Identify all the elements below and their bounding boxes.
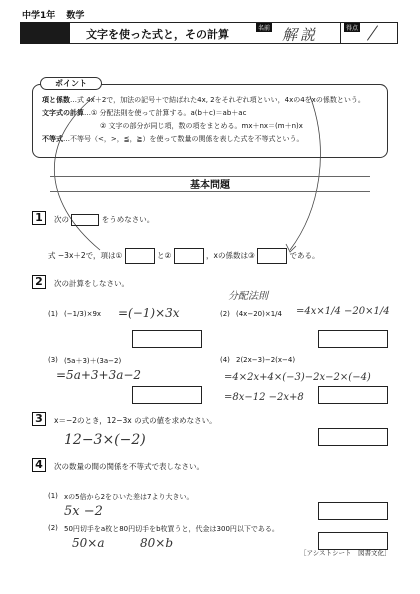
answer-box-2-3[interactable] <box>132 386 202 404</box>
q2-p3-handwritten: =5a+3+3a−2 <box>56 368 142 382</box>
answer-box-3[interactable] <box>318 428 388 446</box>
point-line-1-text: …式 4x＋2で，加法の記号＋で結ばれた4x, 2をそれぞれ項といい，4xの4をxの係数という。 <box>70 96 365 104</box>
q2-p1-handwritten: =(−1)×3x <box>118 306 180 320</box>
question-1-instruction <box>54 214 154 226</box>
q2-p4-handwritten-1: =4×2x+4×(−3)−2x−2×(−4) <box>224 372 371 383</box>
q2-p3-label: (3) <box>48 356 58 364</box>
q4-p2-handwritten-a: 50×a <box>72 536 105 550</box>
q4-p2-handwritten-b: 80×b <box>140 536 174 550</box>
point-line-3: ② 文字の部分が同じ項，数の項をまとめる。mx＋nx＝(m＋n)x <box>100 122 303 130</box>
name-handwritten: 解説 <box>282 26 319 44</box>
q1-body-a: 式 −3x＋2で，項は① <box>48 251 123 260</box>
q2-p2-label: (2) <box>220 310 230 318</box>
name-label: 名前 <box>258 25 271 32</box>
q1-instruction-before: 次の <box>54 215 69 224</box>
q2-p2-expr: (4x−20)×1/4 <box>236 310 282 318</box>
answer-box-2-4[interactable] <box>318 386 388 404</box>
question-1-number: 1 <box>32 211 46 225</box>
question-2-number: 2 <box>32 275 46 289</box>
answer-box-2-1[interactable] <box>132 330 202 348</box>
subject: 数学 <box>66 11 85 21</box>
point-tab: ポイント <box>40 77 102 90</box>
question-1-body <box>48 248 319 264</box>
point-line-2-text: …① 分配法則を使って計算する。a(b＋c)＝ab＋ac <box>84 109 247 117</box>
q2-p1-expr: (−1/3)×9x <box>64 310 102 318</box>
q2-p4-handwritten-2: =8x−12 −2x+8 <box>224 392 304 403</box>
grade: 中学1年 <box>22 11 56 21</box>
q3-handwritten: 12−3×(−2) <box>64 432 146 448</box>
answer-box-2-2[interactable] <box>318 330 388 348</box>
q1-body-b: と② <box>157 251 172 260</box>
q4-p1-label: (1) <box>48 492 58 500</box>
question-3-number: 3 <box>32 412 46 426</box>
question-3-instruction: x＝−2のとき，12−3x の式の値を求めなさい。 <box>54 416 217 425</box>
q2-p4-expr: 2(2x−3)−2(x−4) <box>236 356 296 364</box>
footer-credit: ［アシストシート 図書文化］ <box>300 549 391 557</box>
blank-example-box <box>71 214 99 226</box>
score-label: 得点 <box>346 25 359 32</box>
q4-p1-text: xの5倍から2をひいた差は7より大きい。 <box>64 493 194 501</box>
q4-p1-handwritten: 5x −2 <box>64 504 103 519</box>
question-2-instruction: 次の計算をしなさい。 <box>54 279 129 288</box>
q4-p2-text: 50円切手をa枚と80円切手をb枚買うと，代金は300円以下である。 <box>64 525 279 533</box>
q2-p2-handwritten: =4x×1/4 −20×1/4 <box>296 306 390 317</box>
point-line-4-text: …不等号（<，>，≦，≧）を使って数量の関係を表した式を不等式という。 <box>63 135 304 143</box>
answer-box-1-1[interactable] <box>125 248 155 264</box>
point-line-1-label: 項と係数 <box>42 96 70 104</box>
q2-p4-label: (4) <box>220 356 230 364</box>
answer-box-1-2[interactable] <box>174 248 204 264</box>
q2-p2-note: 分配法則 <box>228 291 268 302</box>
answer-box-4-1[interactable] <box>318 502 388 520</box>
question-4-instruction: 次の数量の間の関係を不等式で表しなさい。 <box>54 462 204 471</box>
point-line-4-label: 不等式 <box>42 135 63 143</box>
q1-instruction-after: をうめなさい。 <box>101 215 155 224</box>
question-4-number: 4 <box>32 458 46 472</box>
q2-p3-expr: (5a＋3)＋(3a−2) <box>64 357 122 365</box>
q2-p1-label: (1) <box>48 310 58 318</box>
point-line-2-label: 文字式の計算 <box>42 109 84 117</box>
q1-body-d: である。 <box>289 251 320 260</box>
page-title: 文字を使った式と，その計算 <box>86 28 229 41</box>
section-title: 基本問題 <box>190 180 230 191</box>
q1-body-c: ，xの係数は③ <box>206 251 255 260</box>
q4-p2-label: (2) <box>48 524 58 532</box>
answer-box-1-3[interactable] <box>257 248 287 264</box>
